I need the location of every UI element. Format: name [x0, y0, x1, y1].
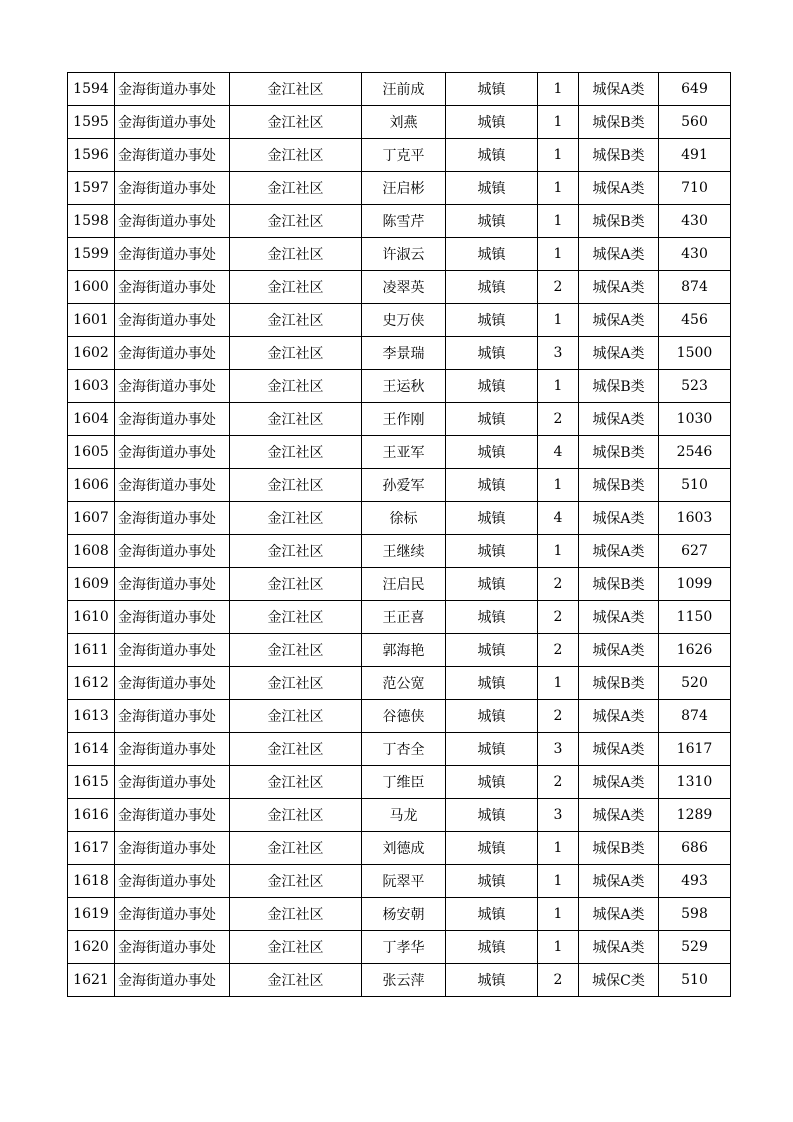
office-cell: 金海街道办事处 [115, 73, 230, 106]
amount-cell: 493 [659, 865, 731, 898]
row-number-cell: 1613 [68, 700, 115, 733]
office-cell: 金海街道办事处 [115, 403, 230, 436]
amount-cell: 1500 [659, 337, 731, 370]
insurance-class-cell: 城保A类 [579, 931, 659, 964]
row-number-cell: 1597 [68, 172, 115, 205]
insurance-class-cell: 城保A类 [579, 601, 659, 634]
row-number-cell: 1600 [68, 271, 115, 304]
person-count-cell: 1 [538, 370, 579, 403]
office-cell: 金海街道办事处 [115, 601, 230, 634]
household-type-cell: 城镇 [446, 172, 538, 205]
row-number-cell: 1617 [68, 832, 115, 865]
insurance-class-cell: 城保C类 [579, 964, 659, 997]
person-count-cell: 1 [538, 205, 579, 238]
table-row [68, 469, 731, 502]
table-row [68, 106, 731, 139]
community-cell: 金江社区 [230, 535, 362, 568]
row-number-cell: 1614 [68, 733, 115, 766]
amount-cell: 430 [659, 238, 731, 271]
community-cell: 金江社区 [230, 634, 362, 667]
name-cell: 徐标 [362, 502, 446, 535]
table-row [68, 238, 731, 271]
table-row [68, 139, 731, 172]
row-number-cell: 1605 [68, 436, 115, 469]
amount-cell: 510 [659, 964, 731, 997]
amount-cell: 874 [659, 271, 731, 304]
community-cell: 金江社区 [230, 106, 362, 139]
household-type-cell: 城镇 [446, 337, 538, 370]
insurance-class-cell: 城保A类 [579, 337, 659, 370]
row-number-cell: 1594 [68, 73, 115, 106]
table-row [68, 205, 731, 238]
community-cell: 金江社区 [230, 832, 362, 865]
name-cell: 丁克平 [362, 139, 446, 172]
table-row [68, 832, 731, 865]
person-count-cell: 2 [538, 700, 579, 733]
name-cell: 汪启民 [362, 568, 446, 601]
person-count-cell: 4 [538, 502, 579, 535]
office-cell: 金海街道办事处 [115, 964, 230, 997]
row-number-cell: 1598 [68, 205, 115, 238]
name-cell: 范公宽 [362, 667, 446, 700]
person-count-cell: 1 [538, 304, 579, 337]
name-cell: 汪启彬 [362, 172, 446, 205]
community-cell: 金江社区 [230, 568, 362, 601]
amount-cell: 456 [659, 304, 731, 337]
row-number-cell: 1608 [68, 535, 115, 568]
amount-cell: 686 [659, 832, 731, 865]
person-count-cell: 1 [538, 172, 579, 205]
table-row [68, 931, 731, 964]
amount-cell: 598 [659, 898, 731, 931]
community-cell: 金江社区 [230, 898, 362, 931]
amount-cell: 510 [659, 469, 731, 502]
name-cell: 郭海艳 [362, 634, 446, 667]
row-number-cell: 1602 [68, 337, 115, 370]
office-cell: 金海街道办事处 [115, 865, 230, 898]
community-cell: 金江社区 [230, 304, 362, 337]
office-cell: 金海街道办事处 [115, 634, 230, 667]
community-cell: 金江社区 [230, 502, 362, 535]
amount-cell: 430 [659, 205, 731, 238]
household-type-cell: 城镇 [446, 370, 538, 403]
table-row [68, 568, 731, 601]
household-type-cell: 城镇 [446, 964, 538, 997]
name-cell: 杨安朝 [362, 898, 446, 931]
name-cell: 王正喜 [362, 601, 446, 634]
name-cell: 刘燕 [362, 106, 446, 139]
community-cell: 金江社区 [230, 733, 362, 766]
office-cell: 金海街道办事处 [115, 436, 230, 469]
insurance-class-cell: 城保B类 [579, 370, 659, 403]
household-type-cell: 城镇 [446, 73, 538, 106]
insurance-class-cell: 城保A类 [579, 898, 659, 931]
person-count-cell: 1 [538, 73, 579, 106]
amount-cell: 1289 [659, 799, 731, 832]
name-cell: 丁杏全 [362, 733, 446, 766]
person-count-cell: 2 [538, 634, 579, 667]
insurance-class-cell: 城保B类 [579, 106, 659, 139]
table-row [68, 865, 731, 898]
table-row [68, 700, 731, 733]
table-row [68, 73, 731, 106]
household-type-cell: 城镇 [446, 667, 538, 700]
amount-cell: 1617 [659, 733, 731, 766]
person-count-cell: 1 [538, 667, 579, 700]
household-type-cell: 城镇 [446, 238, 538, 271]
amount-cell: 627 [659, 535, 731, 568]
table-row [68, 436, 731, 469]
table-row [68, 766, 731, 799]
office-cell: 金海街道办事处 [115, 502, 230, 535]
office-cell: 金海街道办事处 [115, 370, 230, 403]
name-cell: 许淑云 [362, 238, 446, 271]
person-count-cell: 2 [538, 403, 579, 436]
household-type-cell: 城镇 [446, 304, 538, 337]
household-type-cell: 城镇 [446, 535, 538, 568]
office-cell: 金海街道办事处 [115, 766, 230, 799]
household-type-cell: 城镇 [446, 931, 538, 964]
household-type-cell: 城镇 [446, 205, 538, 238]
table-row [68, 370, 731, 403]
community-cell: 金江社区 [230, 238, 362, 271]
office-cell: 金海街道办事处 [115, 799, 230, 832]
office-cell: 金海街道办事处 [115, 337, 230, 370]
person-count-cell: 1 [538, 832, 579, 865]
name-cell: 王作刚 [362, 403, 446, 436]
table-row [68, 733, 731, 766]
office-cell: 金海街道办事处 [115, 469, 230, 502]
insurance-class-cell: 城保A类 [579, 502, 659, 535]
name-cell: 凌翠英 [362, 271, 446, 304]
row-number-cell: 1601 [68, 304, 115, 337]
amount-cell: 560 [659, 106, 731, 139]
table-row [68, 271, 731, 304]
household-type-cell: 城镇 [446, 601, 538, 634]
community-cell: 金江社区 [230, 205, 362, 238]
household-type-cell: 城镇 [446, 106, 538, 139]
household-type-cell: 城镇 [446, 469, 538, 502]
office-cell: 金海街道办事处 [115, 106, 230, 139]
office-cell: 金海街道办事处 [115, 568, 230, 601]
row-number-cell: 1609 [68, 568, 115, 601]
person-count-cell: 3 [538, 733, 579, 766]
insurance-class-cell: 城保B类 [579, 205, 659, 238]
household-type-cell: 城镇 [446, 271, 538, 304]
person-count-cell: 2 [538, 568, 579, 601]
roster-table [67, 72, 731, 997]
person-count-cell: 1 [538, 931, 579, 964]
community-cell: 金江社区 [230, 271, 362, 304]
row-number-cell: 1616 [68, 799, 115, 832]
name-cell: 王运秋 [362, 370, 446, 403]
household-type-cell: 城镇 [446, 502, 538, 535]
amount-cell: 1030 [659, 403, 731, 436]
table-row [68, 667, 731, 700]
name-cell: 王亚军 [362, 436, 446, 469]
amount-cell: 491 [659, 139, 731, 172]
insurance-class-cell: 城保A类 [579, 304, 659, 337]
community-cell: 金江社区 [230, 601, 362, 634]
household-type-cell: 城镇 [446, 799, 538, 832]
person-count-cell: 1 [538, 139, 579, 172]
name-cell: 丁孝华 [362, 931, 446, 964]
insurance-class-cell: 城保B类 [579, 568, 659, 601]
name-cell: 王继续 [362, 535, 446, 568]
insurance-class-cell: 城保A类 [579, 634, 659, 667]
office-cell: 金海街道办事处 [115, 238, 230, 271]
row-number-cell: 1595 [68, 106, 115, 139]
household-type-cell: 城镇 [446, 403, 538, 436]
insurance-class-cell: 城保B类 [579, 436, 659, 469]
insurance-class-cell: 城保A类 [579, 73, 659, 106]
amount-cell: 1150 [659, 601, 731, 634]
name-cell: 孙爱军 [362, 469, 446, 502]
household-type-cell: 城镇 [446, 700, 538, 733]
insurance-class-cell: 城保B类 [579, 139, 659, 172]
community-cell: 金江社区 [230, 964, 362, 997]
household-type-cell: 城镇 [446, 568, 538, 601]
table-row [68, 799, 731, 832]
community-cell: 金江社区 [230, 799, 362, 832]
amount-cell: 2546 [659, 436, 731, 469]
person-count-cell: 3 [538, 799, 579, 832]
table-row [68, 172, 731, 205]
row-number-cell: 1603 [68, 370, 115, 403]
office-cell: 金海街道办事处 [115, 535, 230, 568]
household-type-cell: 城镇 [446, 766, 538, 799]
row-number-cell: 1611 [68, 634, 115, 667]
row-number-cell: 1620 [68, 931, 115, 964]
table-row [68, 898, 731, 931]
amount-cell: 649 [659, 73, 731, 106]
person-count-cell: 4 [538, 436, 579, 469]
household-type-cell: 城镇 [446, 865, 538, 898]
name-cell: 丁维臣 [362, 766, 446, 799]
insurance-class-cell: 城保B类 [579, 667, 659, 700]
amount-cell: 874 [659, 700, 731, 733]
insurance-class-cell: 城保A类 [579, 733, 659, 766]
row-number-cell: 1607 [68, 502, 115, 535]
table-row [68, 337, 731, 370]
community-cell: 金江社区 [230, 139, 362, 172]
person-count-cell: 1 [538, 106, 579, 139]
amount-cell: 710 [659, 172, 731, 205]
name-cell: 汪前成 [362, 73, 446, 106]
person-count-cell: 2 [538, 271, 579, 304]
name-cell: 张云萍 [362, 964, 446, 997]
household-type-cell: 城镇 [446, 436, 538, 469]
row-number-cell: 1612 [68, 667, 115, 700]
person-count-cell: 2 [538, 964, 579, 997]
name-cell: 谷德侠 [362, 700, 446, 733]
office-cell: 金海街道办事处 [115, 733, 230, 766]
household-type-cell: 城镇 [446, 634, 538, 667]
community-cell: 金江社区 [230, 172, 362, 205]
household-type-cell: 城镇 [446, 733, 538, 766]
insurance-class-cell: 城保A类 [579, 766, 659, 799]
insurance-class-cell: 城保A类 [579, 403, 659, 436]
insurance-class-cell: 城保B类 [579, 832, 659, 865]
name-cell: 陈雪芹 [362, 205, 446, 238]
office-cell: 金海街道办事处 [115, 931, 230, 964]
name-cell: 史万侠 [362, 304, 446, 337]
table-row [68, 304, 731, 337]
community-cell: 金江社区 [230, 766, 362, 799]
household-type-cell: 城镇 [446, 832, 538, 865]
roster-table-body [68, 73, 731, 997]
community-cell: 金江社区 [230, 403, 362, 436]
table-row [68, 964, 731, 997]
office-cell: 金海街道办事处 [115, 271, 230, 304]
office-cell: 金海街道办事处 [115, 667, 230, 700]
person-count-cell: 1 [538, 865, 579, 898]
amount-cell: 1626 [659, 634, 731, 667]
insurance-class-cell: 城保A类 [579, 535, 659, 568]
office-cell: 金海街道办事处 [115, 172, 230, 205]
person-count-cell: 3 [538, 337, 579, 370]
person-count-cell: 1 [538, 469, 579, 502]
table-row [68, 535, 731, 568]
community-cell: 金江社区 [230, 865, 362, 898]
table-row [68, 634, 731, 667]
office-cell: 金海街道办事处 [115, 700, 230, 733]
insurance-class-cell: 城保A类 [579, 700, 659, 733]
amount-cell: 529 [659, 931, 731, 964]
amount-cell: 520 [659, 667, 731, 700]
amount-cell: 1310 [659, 766, 731, 799]
amount-cell: 523 [659, 370, 731, 403]
table-row [68, 403, 731, 436]
person-count-cell: 1 [538, 238, 579, 271]
row-number-cell: 1619 [68, 898, 115, 931]
name-cell: 马龙 [362, 799, 446, 832]
amount-cell: 1603 [659, 502, 731, 535]
row-number-cell: 1610 [68, 601, 115, 634]
community-cell: 金江社区 [230, 73, 362, 106]
community-cell: 金江社区 [230, 337, 362, 370]
office-cell: 金海街道办事处 [115, 139, 230, 172]
insurance-class-cell: 城保A类 [579, 271, 659, 304]
person-count-cell: 1 [538, 898, 579, 931]
insurance-class-cell: 城保A类 [579, 238, 659, 271]
name-cell: 阮翠平 [362, 865, 446, 898]
row-number-cell: 1599 [68, 238, 115, 271]
office-cell: 金海街道办事处 [115, 898, 230, 931]
row-number-cell: 1606 [68, 469, 115, 502]
person-count-cell: 2 [538, 601, 579, 634]
community-cell: 金江社区 [230, 667, 362, 700]
office-cell: 金海街道办事处 [115, 832, 230, 865]
row-number-cell: 1615 [68, 766, 115, 799]
insurance-class-cell: 城保A类 [579, 799, 659, 832]
table-row [68, 601, 731, 634]
insurance-class-cell: 城保A类 [579, 172, 659, 205]
community-cell: 金江社区 [230, 469, 362, 502]
person-count-cell: 1 [538, 535, 579, 568]
household-type-cell: 城镇 [446, 898, 538, 931]
insurance-class-cell: 城保A类 [579, 865, 659, 898]
community-cell: 金江社区 [230, 370, 362, 403]
name-cell: 李景瑞 [362, 337, 446, 370]
community-cell: 金江社区 [230, 700, 362, 733]
household-type-cell: 城镇 [446, 139, 538, 172]
table-row [68, 502, 731, 535]
insurance-class-cell: 城保B类 [579, 469, 659, 502]
office-cell: 金海街道办事处 [115, 205, 230, 238]
amount-cell: 1099 [659, 568, 731, 601]
row-number-cell: 1604 [68, 403, 115, 436]
person-count-cell: 2 [538, 766, 579, 799]
community-cell: 金江社区 [230, 931, 362, 964]
office-cell: 金海街道办事处 [115, 304, 230, 337]
community-cell: 金江社区 [230, 436, 362, 469]
row-number-cell: 1618 [68, 865, 115, 898]
name-cell: 刘德成 [362, 832, 446, 865]
row-number-cell: 1596 [68, 139, 115, 172]
row-number-cell: 1621 [68, 964, 115, 997]
